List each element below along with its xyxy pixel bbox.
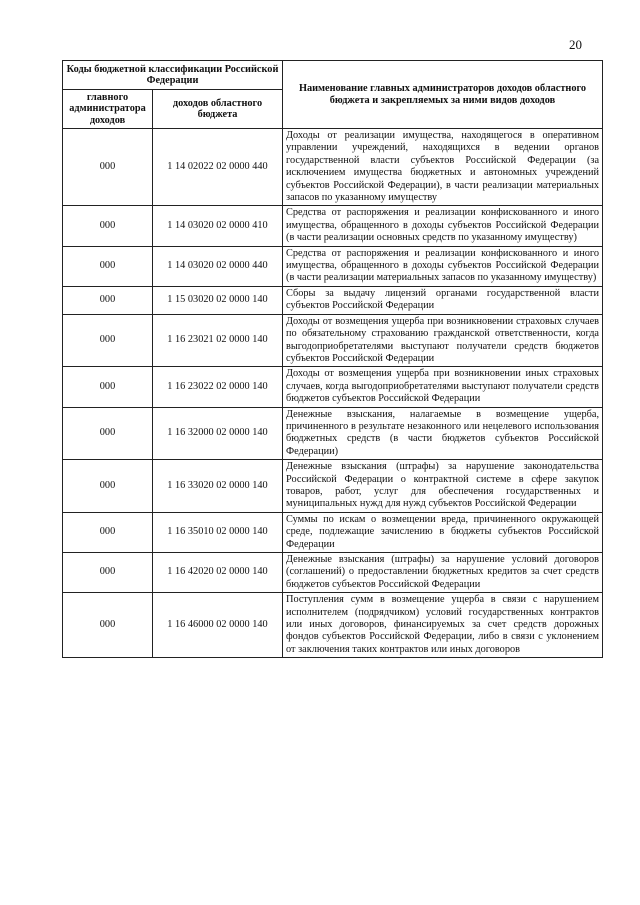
- admin-code-cell: 000: [63, 460, 153, 513]
- revenue-code-cell: 1 14 03020 02 0000 440: [153, 246, 283, 286]
- table-row: [63, 512, 603, 552]
- description-cell: Денежные взыскания, налагаемые в возмещение ущерба, причиненного в результате незаконного или нецелевого использования бюджетных средств (в части бюджетов субъектов Российской Федерации): [283, 407, 603, 460]
- table-row: [63, 206, 603, 246]
- table-row: [63, 246, 603, 286]
- revenue-code-cell: 1 14 03020 02 0000 410: [153, 206, 283, 246]
- header-name: Наименование главных администраторов доходов областного бюджета и закрепляемых за ними видов доходов: [283, 61, 603, 129]
- revenue-code-cell: 1 16 46000 02 0000 140: [153, 593, 283, 658]
- description-cell: Доходы от реализации имущества, находящегося в оперативном управлении учреждений, находящихся в ведении органов государственной власти субъектов Российской Федерации (за исключением имущества бюджетных и автономных учреждений субъектов Российской Федерации), в части реализации материальных запасов по указанному имуществу: [283, 129, 603, 206]
- description-cell: Доходы от возмещения ущерба при возникновении иных страховых случаев, когда выгодоприобретателями выступают получатели средств бюджетов субъектов Российской Федерации: [283, 367, 603, 407]
- table-row: [63, 460, 603, 513]
- admin-code-cell: 000: [63, 407, 153, 460]
- budget-classification-table: [62, 60, 603, 658]
- table-row: [63, 553, 603, 593]
- description-cell: Денежные взыскания (штрафы) за нарушение условий договоров (соглашений) о предоставлении бюджетных кредитов за счет средств бюджетов субъектов Российской Федерации: [283, 553, 603, 593]
- description-cell: Доходы от возмещения ущерба при возникновении страховых случаев по обязательному страхованию гражданской ответственности, когда выгодоприобретателями выступают получатели средств бюджетов субъектов Российской Федерации: [283, 314, 603, 367]
- description-cell: Денежные взыскания (штрафы) за нарушение законодательства Российской Федерации о контрактной системе в сфере закупок товаров, работ, услуг для обеспечения государственных и муниципальных нужд для нужд субъектов Российской Федерации: [283, 460, 603, 513]
- table-row: [63, 407, 603, 460]
- table-row: [63, 367, 603, 407]
- admin-code-cell: 000: [63, 246, 153, 286]
- description-cell: Поступления сумм в возмещение ущерба в связи с нарушением исполнителем (подрядчиком) условий государственных контрактов или иных договоров, финансируемых за счет средств дорожных фондов субъектов Российской Федерации, либо в связи с уклонением от заключения таких контрактов или иных договоров: [283, 593, 603, 658]
- table-row: [63, 314, 603, 367]
- table-body: [63, 129, 603, 658]
- admin-code-cell: 000: [63, 129, 153, 206]
- revenue-code-cell: 1 14 02022 02 0000 440: [153, 129, 283, 206]
- revenue-code-cell: 1 15 03020 02 0000 140: [153, 286, 283, 314]
- revenue-code-cell: 1 16 35010 02 0000 140: [153, 512, 283, 552]
- revenue-code-cell: 1 16 33020 02 0000 140: [153, 460, 283, 513]
- table-row: [63, 286, 603, 314]
- description-cell: Суммы по искам о возмещении вреда, причиненного окружающей среде, подлежащие зачислению в бюджеты субъектов Российской Федерации: [283, 512, 603, 552]
- header-revenue-code: доходов областного бюджета: [153, 90, 283, 129]
- revenue-code-cell: 1 16 42020 02 0000 140: [153, 553, 283, 593]
- description-cell: Сборы за выдачу лицензий органами государственной власти субъектов Российской Федерации: [283, 286, 603, 314]
- admin-code-cell: 000: [63, 314, 153, 367]
- admin-code-cell: 000: [63, 512, 153, 552]
- table-row: [63, 129, 603, 206]
- revenue-code-cell: 1 16 23021 02 0000 140: [153, 314, 283, 367]
- admin-code-cell: 000: [63, 286, 153, 314]
- description-cell: Средства от распоряжения и реализации конфискованного и иного имущества, обращенного в доходы субъектов Российской Федерации (в части реализации материальных запасов по указанному имуществу): [283, 246, 603, 286]
- description-cell: Средства от распоряжения и реализации конфискованного и иного имущества, обращенного в доходы субъектов Российской Федерации (в части реализации основных средств по указанному имуществу): [283, 206, 603, 246]
- revenue-code-cell: 1 16 32000 02 0000 140: [153, 407, 283, 460]
- admin-code-cell: 000: [63, 367, 153, 407]
- admin-code-cell: 000: [63, 593, 153, 658]
- header-group: Коды бюджетной классификации Российской Федерации: [63, 61, 283, 90]
- admin-code-cell: 000: [63, 206, 153, 246]
- revenue-code-cell: 1 16 23022 02 0000 140: [153, 367, 283, 407]
- table-row: [63, 593, 603, 658]
- table-header: [63, 61, 603, 129]
- page-number: 20: [569, 37, 582, 52]
- header-admin-code: главного администратора доходов: [63, 90, 153, 129]
- admin-code-cell: 000: [63, 553, 153, 593]
